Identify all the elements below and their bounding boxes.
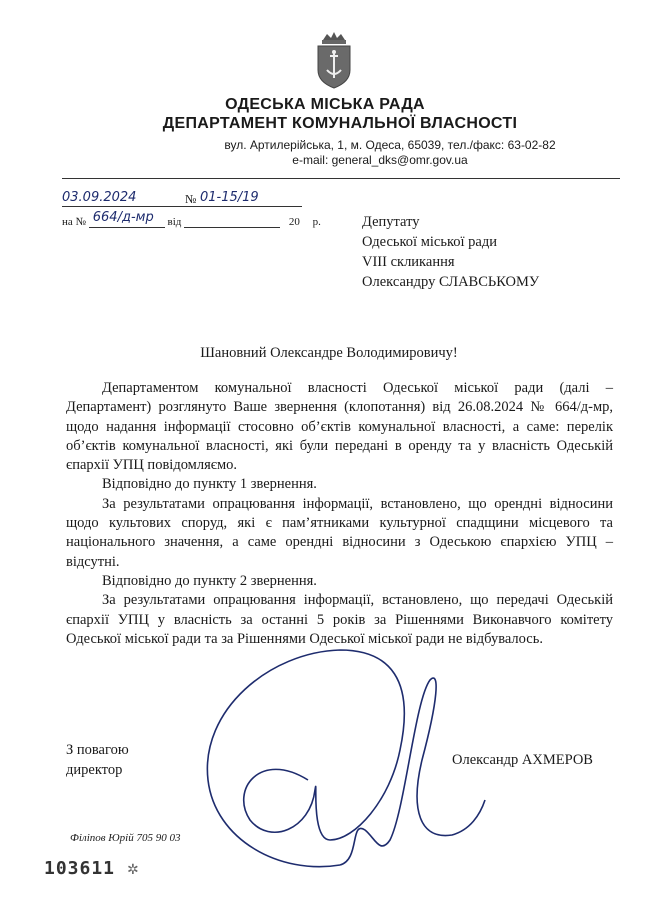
org-name: ОДЕСЬКА МІСЬКА РАДА — [225, 96, 425, 113]
org-address: вул. Артилерійська, 1, м. Одеса, 65039, тел./факс: 63-02-82 — [224, 138, 556, 152]
outgoing-date: 03.09.2024 — [62, 190, 137, 205]
addressee-line: Депутату — [362, 214, 420, 230]
letter-body — [66, 379, 613, 649]
handwritten-signature — [190, 640, 490, 880]
addressee-line: VIII скликання — [362, 254, 455, 270]
org-email: e-mail: general_dks@omr.gov.ua — [292, 153, 468, 167]
body-paragraph: Відповідно до пункту 2 звернення. — [102, 572, 317, 589]
body-paragraph: За результатами опрацювання інформації, встановлено, що передачі Одеській єпархії УПЦ у власність за останні 5 років за Рішеннями Виконавчого комітету Одеської міської ради та за Рішеннями Одеської міської ради не відбувалось. — [66, 592, 613, 647]
outgoing-number-line — [62, 190, 302, 208]
addressee-line: Олександру СЛАВСЬКОМУ — [362, 274, 540, 290]
signatory-name: Олександр АХМЕРОВ — [452, 752, 593, 768]
body-paragraph: Департаментом комунальної власності Одеської міської ради (далі – Департамент) розглянуто Ваше звернення (клопотання) від 26.08.2024 № 664/д-мр, щодо надання інформації стосовно об’єктів комунальної власності, а саме: перелік об’єктів комунальної власності, які були передані в оренду та у власність Одеській єпархії УПЦ повідомляємо. — [66, 380, 613, 474]
executor-info: Філіпов Юрій 705 90 03 — [70, 832, 181, 844]
outgoing-number: 01-15/19 — [200, 190, 259, 205]
header-divider — [62, 178, 620, 179]
registration-mark-icon: ✲ — [127, 863, 139, 878]
body-paragraph: Відповідно до пункту 1 звернення. — [102, 476, 317, 493]
ref-from: від — [167, 216, 182, 228]
ref-date-field — [184, 215, 280, 228]
salutation: Шановний Олександре Володимировичу! — [200, 345, 458, 361]
addressee-line: Одеської міської ради — [362, 234, 498, 250]
body-paragraph: За результатами опрацювання інформації, встановлено, що орендні відносини щодо культових споруд, які є пам’ятниками культурної спадщини місцевого та національного значення, а саме орендні відносини з Одеською єпархією УПЦ – відсутні. — [66, 495, 613, 570]
closing-position: директор — [66, 762, 123, 778]
outgoing-number-label: № — [185, 192, 197, 206]
ref-year: 20 — [288, 216, 300, 228]
ref-prefix: на № — [62, 216, 87, 228]
ref-number: 664/д-мр — [92, 210, 154, 225]
ref-year-suffix: р. — [312, 216, 321, 228]
department-name: ДЕПАРТАМЕНТ КОМУНАЛЬНОЇ ВЛАСНОСТІ — [162, 115, 518, 132]
outgoing-underline — [62, 206, 302, 207]
registration-number: 103611 — [44, 858, 116, 879]
closing-block — [66, 740, 129, 780]
reference-line — [62, 210, 321, 228]
addressee-block — [362, 212, 539, 292]
ref-number-field — [89, 210, 165, 228]
closing-regards: З повагою — [66, 742, 129, 758]
city-coat-of-arms-icon — [313, 26, 355, 90]
